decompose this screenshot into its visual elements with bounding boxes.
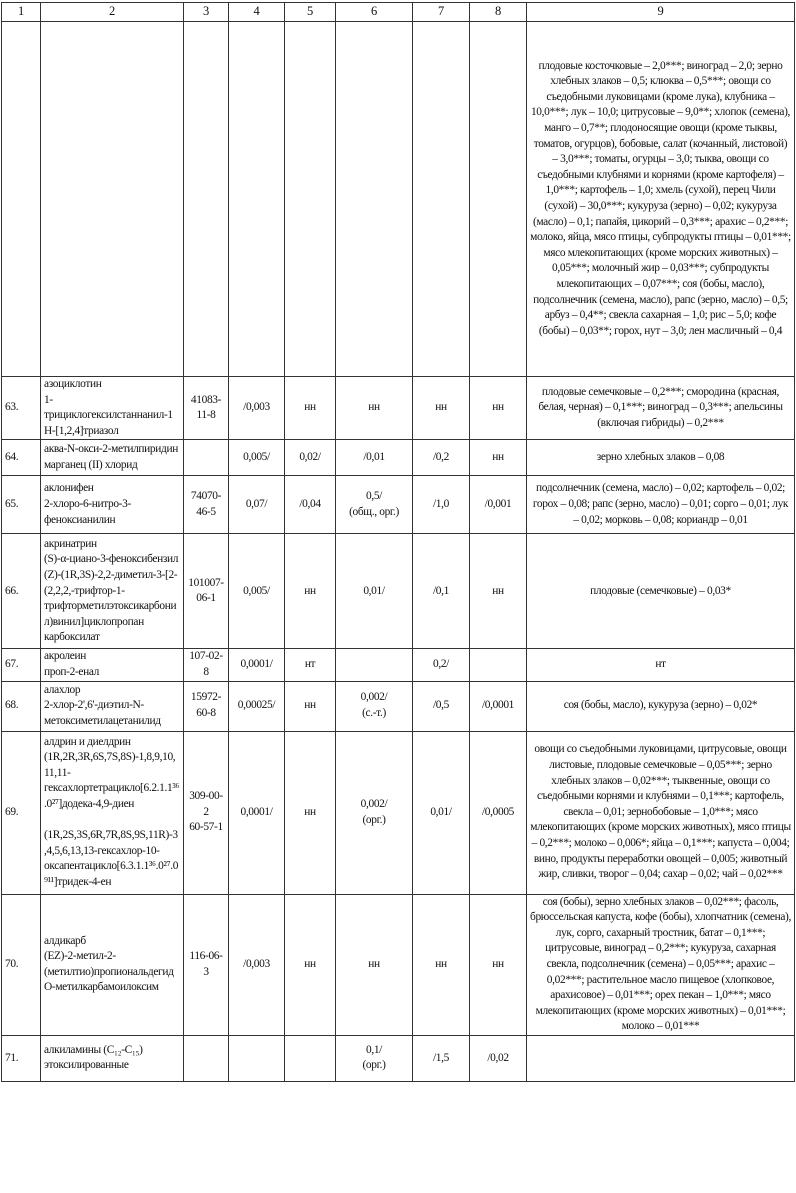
value-col-7: /0,1	[413, 534, 470, 649]
cas-number: 101007-06-1	[184, 534, 229, 649]
table-row	[2, 1035, 795, 1081]
table-row	[2, 22, 795, 377]
value-col-4	[229, 1035, 285, 1081]
value-col-8: нн	[470, 894, 527, 1035]
value-col-5: нн	[285, 894, 336, 1035]
substance-name: алахлор 2-хлор-2',6'-диэтил-N-метоксиметилацетанилид	[41, 681, 184, 731]
value-col-7: 0,01/	[413, 731, 470, 894]
row-number: 64.	[2, 440, 41, 476]
cas-number: 41083-11-8	[184, 377, 229, 440]
value-col-4	[229, 22, 285, 377]
table-row	[2, 440, 795, 476]
value-col-7: /1,0	[413, 476, 470, 534]
value-col-6: нн	[336, 377, 413, 440]
value-col-7: 0,2/	[413, 649, 470, 681]
value-col-5: нн	[285, 731, 336, 894]
row-number: 68.	[2, 681, 41, 731]
value-col-7: /0,5	[413, 681, 470, 731]
cas-number: 15972-60-8	[184, 681, 229, 731]
row-number: 70.	[2, 894, 41, 1035]
cas-number	[184, 1035, 229, 1081]
value-col-5: нн	[285, 377, 336, 440]
value-col-7: нн	[413, 894, 470, 1035]
value-col-6: /0,01	[336, 440, 413, 476]
substance-name	[41, 22, 184, 377]
table-row	[2, 476, 795, 534]
food-residue-limits: овощи со съедобными луковицами, цитрусовые, овощи листовые, плодовые семечковые – 0,05***; зерно хлебных злаков – 0,02***; тыквенные, овощи со съедобными корнями и клубнями – 0,1***; картофель, свекла – 0,01; зернобобовые – 1,0***; мясо млекопитающих (кроме морских животных), мясо птицы – 0,2***; молоко – 0,006*; яйца – 0,1***; капуста – 0,004; вино, продукты переработки овощей – 0,005; животный жир, сливки, творог – 0,04; сахар – 0,02; чай – 0,02***	[527, 731, 795, 894]
value-col-6: нн	[336, 894, 413, 1035]
food-residue-limits	[527, 1035, 795, 1081]
value-col-5: /0,04	[285, 476, 336, 534]
column-header: 4	[229, 3, 285, 22]
value-col-6: 0,002/ (орг.)	[336, 731, 413, 894]
food-residue-limits: соя (бобы), зерно хлебных злаков – 0,02***; фасоль, брюссельская капуста, кофе (бобы), хлопчатник (семена), лук, сорго, сахарный тростник, батат – 0,1***; цитрусовые, виноград – 0,2***; кукуруза, сахарная свекла, подсолнечник (семена) – 0,05***; арахис – 0,02***; растительное масло пищевое (хлопковое, арахисовое) – 0,01***; орех пекан – 1,0***; мясо млекопитающих (кроме морских животных) – 0,01***; молоко – 0,01***	[527, 894, 795, 1035]
value-col-7	[413, 22, 470, 377]
column-header: 6	[336, 3, 413, 22]
value-col-8	[470, 649, 527, 681]
value-col-8: нн	[470, 534, 527, 649]
food-residue-limits: соя (бобы, масло), кукуруза (зерно) – 0,02*	[527, 681, 795, 731]
row-number: 65.	[2, 476, 41, 534]
column-header: 3	[184, 3, 229, 22]
cas-number: 107-02-8	[184, 649, 229, 681]
header-row	[2, 3, 795, 22]
substance-name: аква-N-окси-2-метилпиридин марганец (II) хлорид	[41, 440, 184, 476]
value-col-5: нт	[285, 649, 336, 681]
value-col-4: 0,07/	[229, 476, 285, 534]
value-col-5: 0,02/	[285, 440, 336, 476]
value-col-5	[285, 1035, 336, 1081]
value-col-5: нн	[285, 681, 336, 731]
row-number: 69.	[2, 731, 41, 894]
row-number: 63.	[2, 377, 41, 440]
table-row	[2, 649, 795, 681]
column-header: 2	[41, 3, 184, 22]
food-residue-limits: подсолнечник (семена, масло) – 0,02; картофель – 0,02; горох – 0,08; рапс (зерно, масло) – 0,01; сорго – 0,01; лук – 0,02; морковь – 0,08; кориандр – 0,01	[527, 476, 795, 534]
value-col-6: 0,1/ (орг.)	[336, 1035, 413, 1081]
value-col-4: 0,00025/	[229, 681, 285, 731]
value-col-4: /0,003	[229, 894, 285, 1035]
row-number: 67.	[2, 649, 41, 681]
column-header: 9	[527, 3, 795, 22]
value-col-8	[470, 22, 527, 377]
cas-number: 116-06-3	[184, 894, 229, 1035]
value-col-6: 0,002/ (с.-т.)	[336, 681, 413, 731]
substance-name: аклонифен 2-хлоро-6-нитро-3-феноксианилин	[41, 476, 184, 534]
value-col-6	[336, 649, 413, 681]
row-number: 71.	[2, 1035, 41, 1081]
substance-name: азоциклотин 1-трициклогексилстаннанил-1Н-[1,2,4]триазол	[41, 377, 184, 440]
value-col-5: нн	[285, 534, 336, 649]
cas-number: 309-00-2 60-57-1	[184, 731, 229, 894]
substance-name: алдрин и диелдрин (1R,2R,3R,6S,7S,8S)-1,8,9,10,11,11-гексахлортетрацикло[6.2.1.1³⁶.0²⁷]додека-4,9-диен (1R,2S,3S,6R,7R,8S,9S,11R)-3,4,5,6,13,13-гексахлор-10-оксапентацикло[6.3.1.1³⁶.0²⁷.0⁹¹¹]тридек-4-ен	[41, 731, 184, 894]
value-col-7: /0,2	[413, 440, 470, 476]
value-col-8: нн	[470, 440, 527, 476]
table-row	[2, 681, 795, 731]
column-header: 8	[470, 3, 527, 22]
food-residue-limits: плодовые (семечковые) – 0,03*	[527, 534, 795, 649]
food-residue-limits: плодовые семечковые – 0,2***; смородина (красная, белая, черная) – 0,1***; виноград – 0,3***; апельсины (включая гибриды) – 0,2***	[527, 377, 795, 440]
food-residue-limits: зерно хлебных злаков – 0,08	[527, 440, 795, 476]
column-header: 1	[2, 3, 41, 22]
value-col-8: /0,0001	[470, 681, 527, 731]
row-number: 66.	[2, 534, 41, 649]
value-col-4: 0,0001/	[229, 649, 285, 681]
value-col-6: 0,5/ (общ., орг.)	[336, 476, 413, 534]
value-col-6	[336, 22, 413, 377]
value-col-5	[285, 22, 336, 377]
column-header: 5	[285, 3, 336, 22]
cas-number: 74070-46-5	[184, 476, 229, 534]
food-residue-limits: нт	[527, 649, 795, 681]
substance-name: акринатрин (S)-α-циано-3-феноксибензил (Z)-(1R,3S)-2,2-диметил-3-[2-(2,2,2,-трифтор-1-трифторметилэтоксикарбонил)винил]циклопропан карбоксилат	[41, 534, 184, 649]
substance-name: акролеин проп-2-енал	[41, 649, 184, 681]
table-row	[2, 534, 795, 649]
value-col-4: 0,0001/	[229, 731, 285, 894]
value-col-7: /1,5	[413, 1035, 470, 1081]
cas-number	[184, 22, 229, 377]
table-row	[2, 894, 795, 1035]
value-col-4: 0,005/	[229, 534, 285, 649]
value-col-8: нн	[470, 377, 527, 440]
value-col-7: нн	[413, 377, 470, 440]
value-col-4: /0,003	[229, 377, 285, 440]
table-row	[2, 731, 795, 894]
substance-name: алкиламины (C₁₂-C₁₅) этоксилированные	[41, 1035, 184, 1081]
substance-name: алдикарб (EZ)-2-метил-2-(метилтио)пропиональдегид О-метилкарбамоилоксим	[41, 894, 184, 1035]
row-number	[2, 22, 41, 377]
regulation-table	[1, 2, 795, 1082]
value-col-8: /0,02	[470, 1035, 527, 1081]
value-col-8: /0,001	[470, 476, 527, 534]
value-col-6: 0,01/	[336, 534, 413, 649]
value-col-8: /0,0005	[470, 731, 527, 894]
cas-number	[184, 440, 229, 476]
column-header: 7	[413, 3, 470, 22]
table-row	[2, 377, 795, 440]
food-residue-limits: плодовые косточковые – 2,0***; виноград – 2,0; зерно хлебных злаков – 0,5; клюква – 0,5***; овощи со съедобными луковицами (кроме лука), клубника – 10,0***; лук – 10,0; цитрусовые – 9,0**; хлопок (семена), манго – 0,7**; плодоносящие овощи (кроме тыквы, томатов, огурцов), бобовые, салат (кочанный, листовой) – 3,0***; томаты, огурцы – 3,0; тыква, овощи со съедобными клубнями и корнями (кроме картофеля) – 1,0***; картофель – 1,0; хмель (сухой), перец Чили (сухой) – 30,0***; кукуруза (зерно) – 0,02; кукуруза (масло) – 0,1; папайя, цикорий – 0,3***; арахис – 0,2***; молоко, яйца, мясо птицы, субпродукты птицы – 0,01***; мясо млекопитающих (кроме морских животных) – 0,05***; молочный жир – 0,03***; субпродукты млекопитающих – 0,07***; соя (бобы, масло), подсолнечник (семена, масло), рапс (зерно, масло) – 0,5; арбуз – 0,4**; свекла сахарная – 1,0; рис – 5,0; кофе (бобы) – 0,03**; горох, нут – 3,0; лен масличный – 0,4	[527, 22, 795, 377]
value-col-4: 0,005/	[229, 440, 285, 476]
